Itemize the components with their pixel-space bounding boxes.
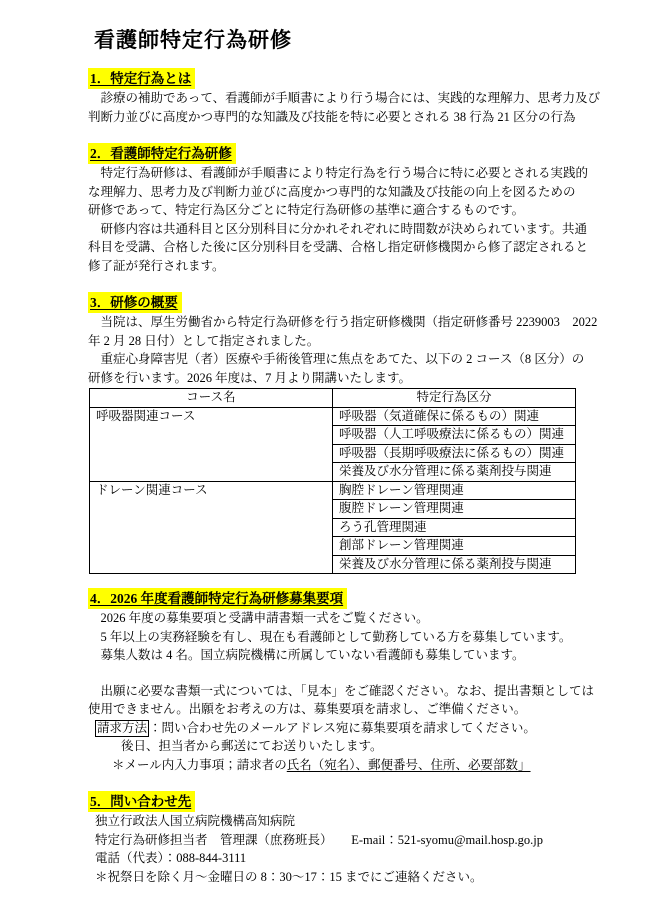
course-name-cell: 呼吸器関連コース — [90, 407, 333, 481]
category-cell: 栄養及び水分管理に係る薬剤投与関連 — [333, 555, 576, 574]
section-3-text-line: 年 2 月 28 日付）として指定されました。 — [88, 333, 320, 348]
request-method-boxed-label: 請求方法 — [97, 720, 148, 735]
section-3-text-line: 研修を行います。2026 年度は、7 月より開講いたします。 — [88, 370, 412, 385]
section-4-text-line: 2026 年度の募集要項と受講申請書類一式をご覧ください。 — [88, 611, 429, 625]
contact-person-email: 特定行為研修担当者 管理課（庶務班長） E-mail：521-syomu@mail.hosp.go.jp — [95, 832, 543, 847]
category-cell: 呼吸器（人工呼吸療法に係るもの）関連 — [333, 426, 576, 445]
table-header-row — [90, 389, 576, 408]
section-1-text-line: 診療の補助であって、看護師が手順書により行う場合には、実践的な理解力、思考力及び — [88, 91, 601, 105]
course-table — [89, 388, 576, 574]
section-2-text-line: 研修内容は共通科目と区分別科目に分かれそれぞれに時間数が決められています。共通 — [88, 221, 588, 236]
section-4-text-line: 募集人数は 4 名。国立病院機構に所属していない看護師も募集しています。 — [88, 648, 525, 662]
category-cell: ろう孔管理関連 — [333, 518, 576, 537]
category-cell: 呼吸器（気道確保に係るもの）関連 — [333, 407, 576, 426]
section-boshu-yoko — [88, 574, 595, 774]
section-tokutei-koui — [88, 54, 601, 126]
section-4-text-line: 使用できません。出願をお考えの方は、募集要項を請求し、ご準備ください。 — [88, 702, 527, 716]
section-3-text-line: 重症心身障害児（者）医療や手術後管理に焦点をあてた、以下の 2 コース（8 区分）の — [88, 352, 585, 366]
section-kenshu-gaiyo-intro — [88, 126, 589, 275]
section-2-heading: 2．看護師特定行為研修 — [88, 143, 236, 164]
contact-hours-note: ＊祝祭日を除く月～金曜日の 8：30～17：15 までにご連絡ください。 — [95, 869, 483, 884]
category-cell: 創部ドレーン管理関連 — [333, 537, 576, 556]
section-4-text-line: 5 年以上の実務経験を有し、現在も看護師として勤務している方を募集しています。 — [88, 629, 572, 644]
mail-items-prefix: ＊メール内入力事項；請求者の — [112, 757, 287, 772]
section-4-heading: 4．2026 年度看護師特定行為研修募集要項 — [88, 588, 347, 609]
section-3-heading: 3．研修の概要 — [88, 292, 182, 313]
category-cell: 栄養及び水分管理に係る薬剤投与関連 — [333, 463, 576, 482]
section-2-text-line: 科目を受講、合格した後に区分別科目を受講、合格し指定研修機関から修了認定されると — [88, 240, 589, 254]
section-4-text-line: 出願に必要な書類一式については、「見本」をご確認ください。なお、提出書類としては — [88, 683, 595, 698]
mail-items-line — [88, 756, 575, 775]
section-1-text-line: 判断力並びに高度かつ専門的な知識及び技能を特に必要とされる 38 行為 21 区分の行為 — [88, 109, 576, 124]
section-2-text-line: 研修であって、特定行為区分ごとに特定行為研修の基準に適合するものです。 — [88, 203, 525, 217]
page-title: 看護師特定行為研修 — [94, 28, 292, 52]
section-contact — [88, 774, 575, 886]
mail-items-underlined: 氏名（宛名）、郵便番号、住所、必要部数」 — [286, 757, 531, 772]
category-cell: 呼吸器（長期呼吸療法に係るもの）関連 — [333, 444, 576, 463]
course-name-cell: ドレーン関連コース — [90, 481, 333, 574]
section-2-text-line: な理解力、思考力及び判断力並びに高度かつ専門的な知識及び技能の向上を図るための — [88, 184, 576, 199]
section-kenshu-gaiyo — [88, 275, 598, 574]
request-method-text: ：問い合わせ先のメールアドレス宛に募集要項を請求してください。 — [149, 720, 536, 735]
table-header-course-name: コース名 — [90, 389, 333, 408]
section-3-text-line: 当院は、厚生労働省から特定行為研修を行う指定研修機関（指定研修番号 2239003 2022 — [88, 315, 598, 329]
section-2-text-line: 特定行為研修は、看護師が手順書により特定行為を行う場合に特に必要とされる実践的 — [88, 166, 589, 180]
table-header-category: 特定行為区分 — [333, 389, 576, 408]
contact-organization: 独立行政法人国立病院機構高知病院 — [95, 814, 296, 828]
table-row — [90, 481, 576, 500]
category-cell: 胸腔ドレーン管理関連 — [333, 481, 576, 500]
request-method-line — [88, 719, 575, 738]
contact-phone: 電話（代表）：088-844-3111 — [95, 851, 247, 865]
category-cell: 腹腔ドレーン管理関連 — [333, 500, 576, 519]
section-1-heading: 1．特定行為とは — [88, 68, 195, 89]
mailing-line: 後日、担当者から郵送にてお送りいたします。 — [121, 739, 383, 753]
section-5-heading: 5．問い合わせ先 — [88, 791, 195, 812]
table-row — [90, 407, 576, 426]
section-2-text-line: 修了証が発行されます。 — [88, 258, 225, 273]
